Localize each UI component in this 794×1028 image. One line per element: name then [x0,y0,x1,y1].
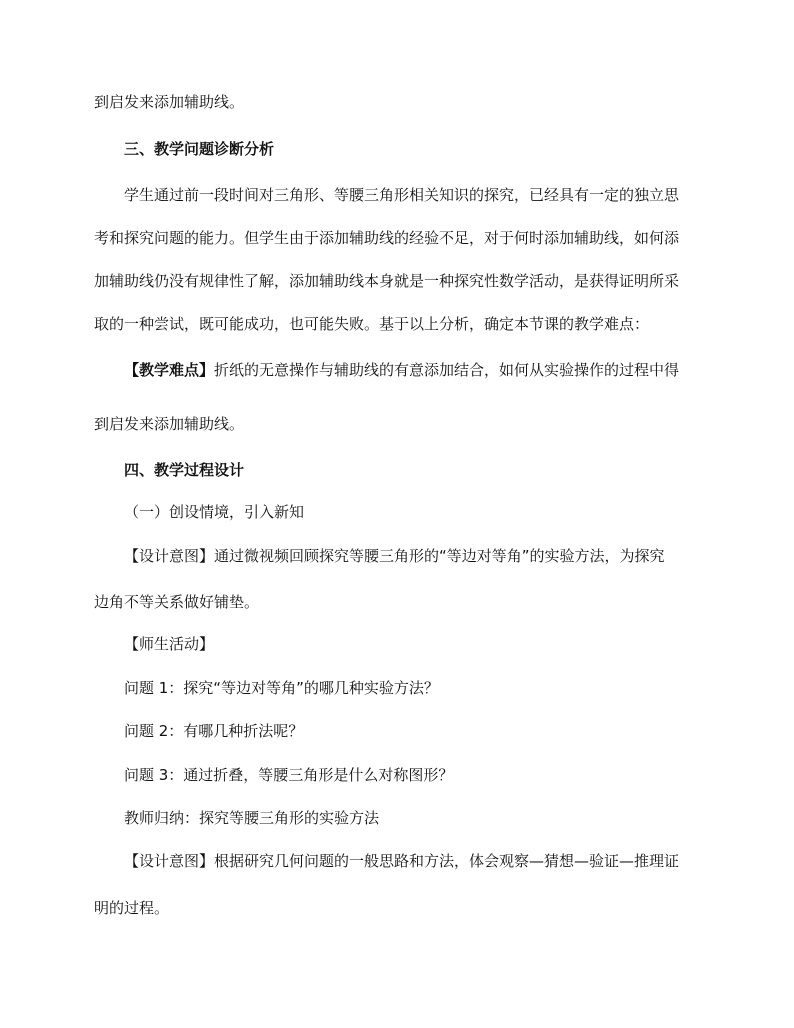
teaching-difficulty-line [124,360,679,380]
text-line: 教师归纳：探究等腰三角形的实验方法 [124,809,380,827]
text-line: 边角不等关系做好铺垫。 [94,593,260,611]
text-line: 加辅助线仍没有规律性了解，添加辅助线本身就是一种探究性数学活动，是获得证明所采 [94,272,680,290]
text-line: 到启发来添加辅助线。 [94,93,245,111]
subsection-heading: （一）创设情境，引入新知 [124,503,305,521]
text-line: 【师生活动】 [124,635,215,653]
teaching-difficulty-text: 折纸的无意操作与辅助线的有意添加结合，如何从实验操作的过程中得 [214,361,680,379]
text-line: 到启发来添加辅助线。 [94,415,245,433]
text-line: 【设计意图】通过微视频回顾探究等腰三角形的“等边对等角”的实验方法，为探究 [124,547,665,565]
section-heading-4: 四、教学过程设计 [124,461,245,479]
text-line: 取的一种尝试，既可能成功，也可能失败。基于以上分析，确定本节课的教学难点： [94,315,650,333]
teaching-difficulty-label: 【教学难点】 [124,361,215,379]
text-line: 明的过程。 [94,899,170,917]
text-line: 【设计意图】根据研究几何问题的一般思路和方法，体会观察—猜想—验证—推理证 [124,852,680,870]
text-line: 学生通过前一段时间对三角形、等腰三角形相关知识的探究，已经具有一定的独立思 [124,186,680,204]
question-line: 问题 1：探究“等边对等角”的哪几种实验方法？ [124,679,439,697]
question-line: 问题 3：通过折叠，等腰三角形是什么对称图形？ [124,766,454,784]
question-line: 问题 2：有哪几种折法呢？ [124,722,304,740]
text-line: 考和探究问题的能力。但学生由于添加辅助线的经验不足，对于何时添加辅助线，如何添 [94,229,680,247]
section-heading-3: 三、教学问题诊断分析 [124,140,275,158]
